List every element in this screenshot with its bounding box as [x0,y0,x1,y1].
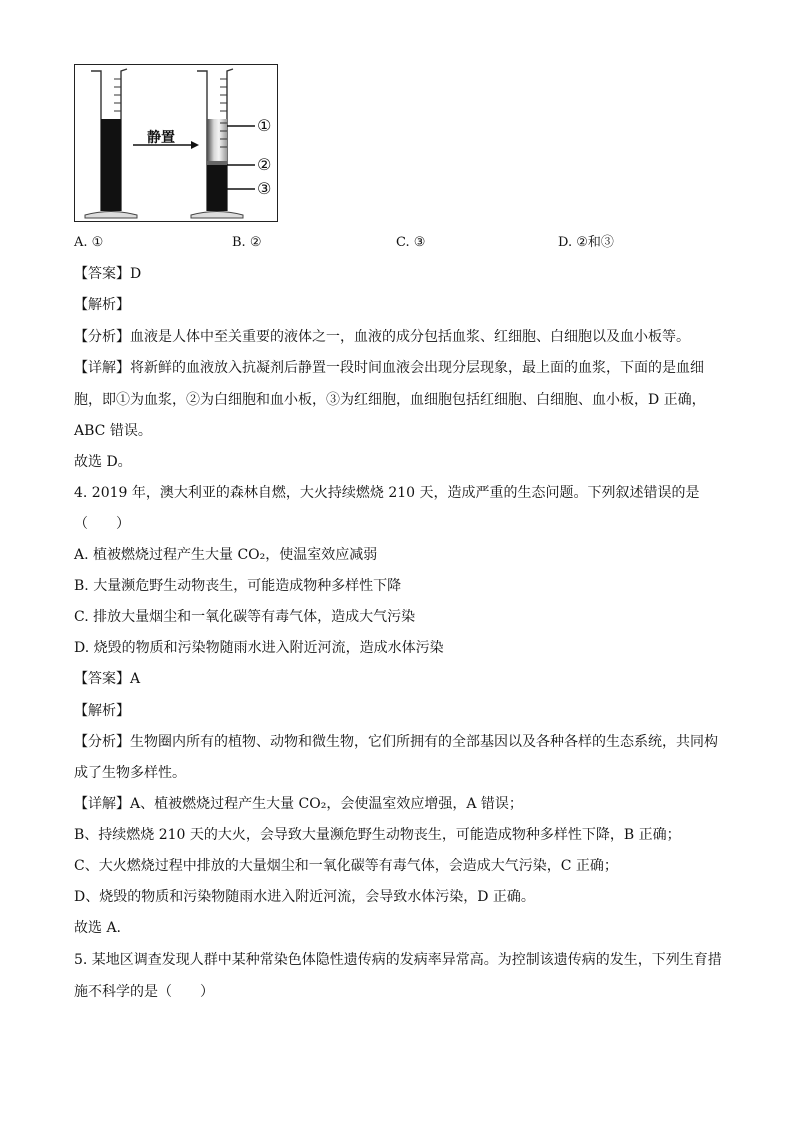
q3-option-d: D. ②和③ [558,235,614,250]
q4-answer: 【答案】A [74,671,141,687]
q4-conclusion: 故选 A. [74,920,122,936]
marker-2-label: ② [257,155,272,174]
q5-stem-line2: 施不科学的是（ ） [74,984,214,1000]
leader-lines [227,126,255,189]
q4-option-c: C. 排放大量烟尘和一氧化碳等有毒气体，造成大气污染 [74,609,416,625]
marker-1-label: ① [257,116,272,135]
q4-detail-line: 【详解】A、植被燃烧过程产生大量 CO₂，会使温室效应增强，A 错误； [74,796,523,812]
q3-analysis-heading: 【解析】 [74,297,130,313]
q4-option-b: B. 大量濒危野生动物丧生，可能造成物种多样性下降 [74,578,402,594]
q4-detail-line: D、烧毁的物质和污染物随雨水进入附近河流，会导致水体污染，D 正确。 [74,889,535,905]
q4-analysis-line: 成了生物多样性。 [74,765,186,781]
right-cylinder [114,69,243,218]
q3-conclusion: 故选 D。 [74,454,132,470]
q4-analysis-heading: 【解析】 [74,703,130,719]
q3-detail-line: 【详解】将新鲜的血液放入抗凝剂后静置一段时间血液会出现分层现象，最上面的血浆，下面的是血细 [74,360,704,376]
q4-option-d: D. 烧毁的物质和污染物随雨水进入附近河流，造成水体污染 [74,640,444,656]
q4-stem: 4. 2019 年，澳大利亚的森林自燃，大火持续燃烧 210 天，造成严重的生态问题。下列叙述错误的是 [74,485,700,501]
q3-detail-line: ABC 错误。 [74,423,152,439]
q4-detail-line: C、大火燃烧过程中排放的大量烟尘和一氧化碳等有毒气体，会造成大气污染，C 正确； [74,858,618,874]
q4-stem-blank: （ ） [74,516,130,532]
arrow-label: 静置 [147,130,175,146]
q3-analysis: 【分析】血液是人体中至关重要的液体之一，血液的成分包括血浆、红细胞、白细胞以及血小板等。 [74,329,690,345]
q4-analysis-line: 【分析】生物圈内所有的植物、动物和微生物，它们所拥有的全部基因以及各种各样的生态系统，共同构 [74,734,718,750]
cylinders-diagram [75,65,279,223]
q4-option-a: A. 植被燃烧过程产生大量 CO₂，使温室效应减弱 [74,547,378,563]
marker-3-label: ③ [257,179,272,198]
blood-separation-figure [74,64,278,222]
q4-detail-line: B、持续燃烧 210 天的大火，会导致大量濒危野生动物丧生，可能造成物种多样性下降，B 正确； [74,827,681,843]
q3-option-c: C. ③ [396,235,426,250]
left-cylinder [85,69,137,218]
q3-option-a: A. ① [74,235,104,250]
q3-detail-line: 胞，即①为血浆，②为白细胞和血小板，③为红细胞，血细胞包括红细胞、白细胞、血小板，D 正确， [74,392,706,408]
q5-stem: 5. 某地区调查发现人群中某种常染色体隐性遗传病的发病率异常高。为控制该遗传病的发生，下列生育措 [74,952,722,968]
q3-answer: 【答案】D [74,266,142,282]
q3-option-b: B. ② [232,235,262,250]
